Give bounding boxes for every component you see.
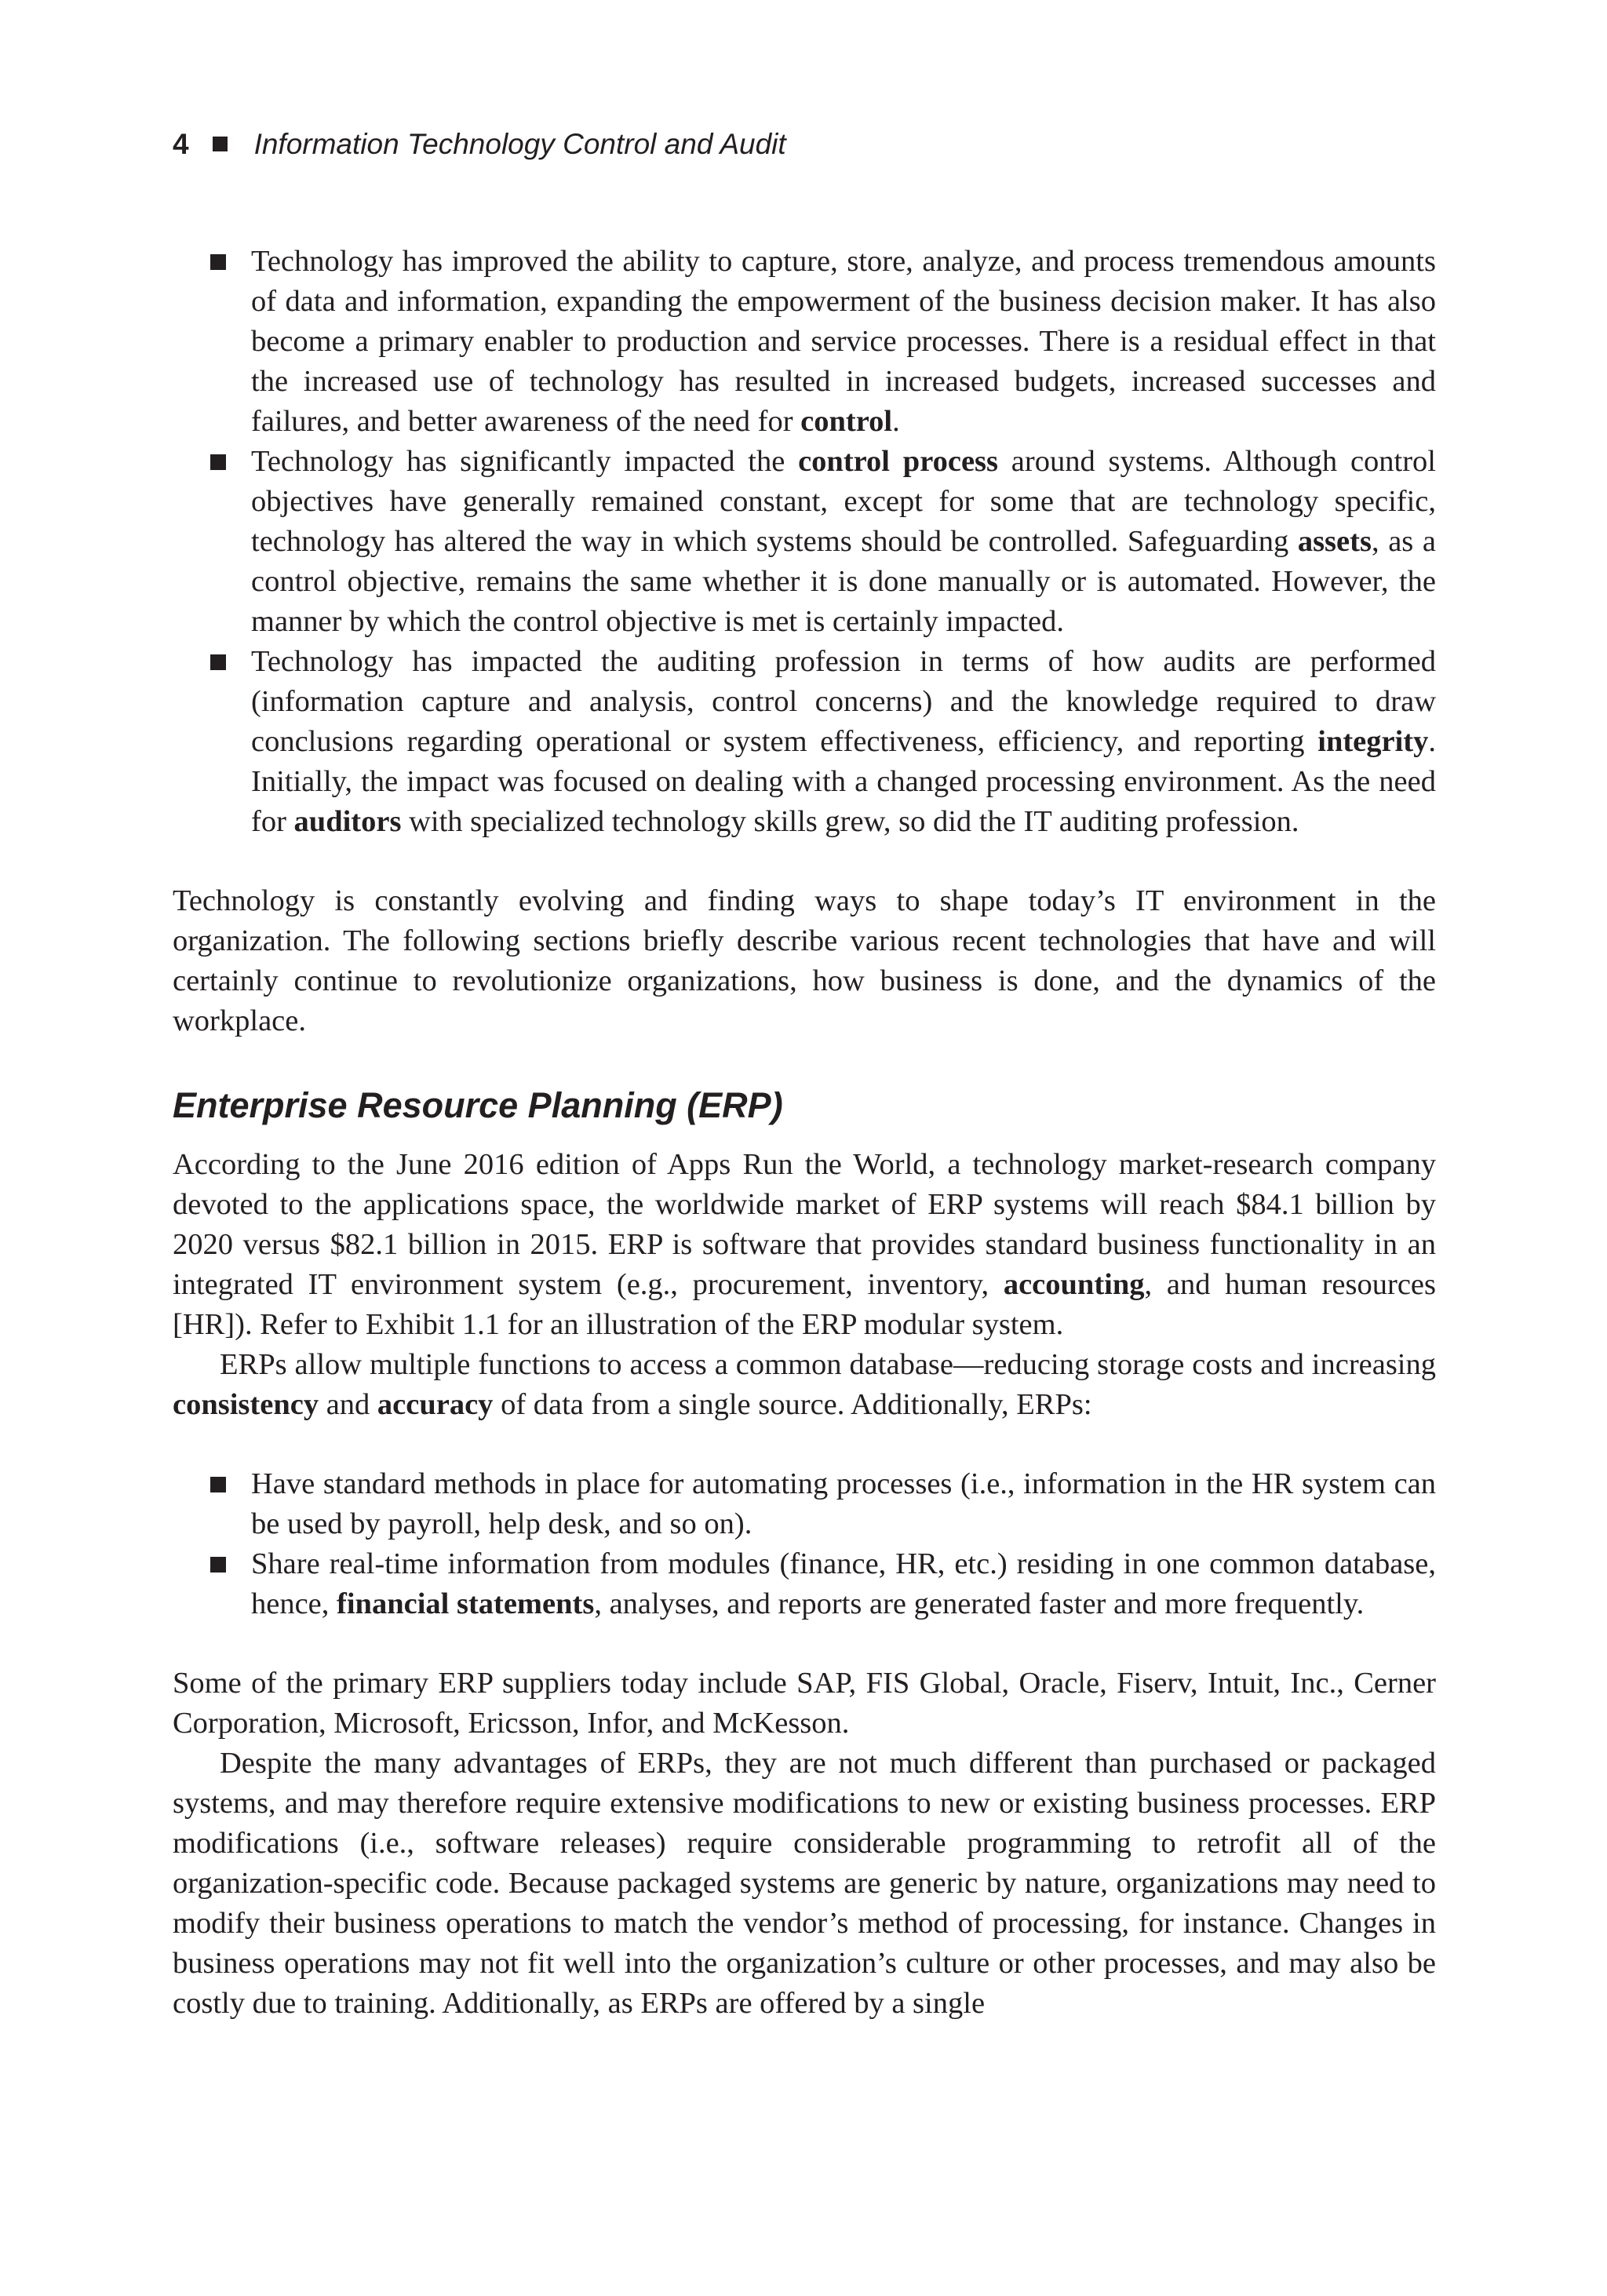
bullet-text: Share real-time information from modules (finance, HR, etc.) residing in one common database, hence, financial statements, analyses, and reports are generated faster and more frequently. [251,1547,1436,1620]
square-bullet-icon [210,654,226,670]
spacer [173,842,1436,881]
paragraph-suppliers: Some of the primary ERP suppliers today include SAP, FIS Global, Oracle, Fiserv, Intuit, Inc., Cerner Corporation, Microsoft, Ericsson, Infor, and McKesson. [173,1667,1436,1740]
spacer [173,1624,1436,1664]
square-bullet-icon [210,1557,226,1573]
intro-bullet-list [173,242,1436,842]
list-item [251,1464,1436,1544]
bold-term: integrity [1317,725,1429,758]
spacer [173,1041,1436,1082]
book-title: Information Technology Control and Audit [253,128,786,160]
running-head [173,124,786,165]
list-item [251,442,1436,642]
bold-term: control [800,405,893,438]
bold-term: accuracy [377,1388,494,1421]
bold-term: auditors [293,805,402,838]
list-item [251,1544,1436,1624]
bold-term: financial statements [337,1587,595,1620]
bold-term: consistency [173,1388,319,1421]
paragraph-despite: Despite the many advantages of ERPs, they are not much different than purchased or packaged systems, and may therefore require extensive modifications to new or existing business processes. ERP modifications (i.e., software releases) require considerable programming to retrofit all of the organization-specific code. Because packaged systems are generic by nature, organizations may need to modify their business operations to match the vendor’s method of processing, for instance. Changes in business operations may not fit well into the organization’s culture or other processes, and may also be costly due to training. Additionally, as ERPs are offered by a single [173,1747,1436,2020]
page-body [173,242,1436,2024]
spacer [173,1425,1436,1464]
bold-term: assets [1297,525,1372,558]
paragraph-erp-market: According to the June 2016 edition of Apps Run the World, a technology market-research company devoted to the applications space, the worldwide market of ERP systems will reach $84.1 billion by 2020 versus $82.1 billion in 2015. ERP is software that provides standard business functionality in an integrated IT environment system (e.g., procurement, inventory, accounting, and human resources [HR]). Refer to Exhibit 1.1 for an illustration of the ERP modular system. [173,1148,1436,1341]
square-bullet-icon [213,137,228,151]
bold-term: control process [798,445,998,478]
list-item [251,642,1436,842]
square-bullet-icon [210,454,226,470]
erp-bullet-list [173,1464,1436,1624]
bullet-text: Technology has impacted the auditing profession in terms of how audits are performed (information capture and analysis, control concerns) and the knowledge required to draw conclusions regarding operational or system effectiveness, efficiency, and reporting integrity. Initially, the impact was focused on dealing with a changed processing environment. As the need for auditors with specialized technology skills grew, so did the IT auditing profession. [251,645,1436,838]
paragraph-evolving: Technology is constantly evolving and finding ways to shape today’s IT environment in the organization. The following sections briefly describe various recent technologies that have and will certainly continue to revolutionize organizations, how business is done, and the dynamics of the workplace. [173,884,1436,1037]
square-bullet-icon [210,1477,226,1492]
paragraph-erp-database: ERPs allow multiple functions to access a common database—reducing storage costs and increasing consistency and accuracy of data from a single source. Additionally, ERPs: [173,1348,1436,1421]
list-item [251,242,1436,442]
page-number: 4 [173,128,189,160]
bullet-text: Technology has significantly impacted the control process around systems. Although control objectives have generally remained constant, except for some that are technology specific, technology has altered the way in which systems should be controlled. Safeguarding assets, as a control objective, remains the same whether it is done manually or is automated. However, the manner by which the control objective is met is certainly impacted. [251,445,1437,638]
bullet-text: Have standard methods in place for automating processes (i.e., information in the HR system can be used by payroll, help desk, and so on). [251,1467,1436,1540]
bullet-text: Technology has improved the ability to capture, store, analyze, and process tremendous amounts of data and information, expanding the empowerment of the business decision maker. It has also become a primary enabler to production and service processes. There is a residual effect in that the increased use of technology has resulted in increased budgets, increased successes and failures, and better awareness of the need for control. [251,245,1436,438]
bold-term: accounting [1003,1268,1145,1301]
section-heading: Enterprise Resource Planning (ERP) [173,1085,783,1125]
square-bullet-icon [210,254,226,270]
